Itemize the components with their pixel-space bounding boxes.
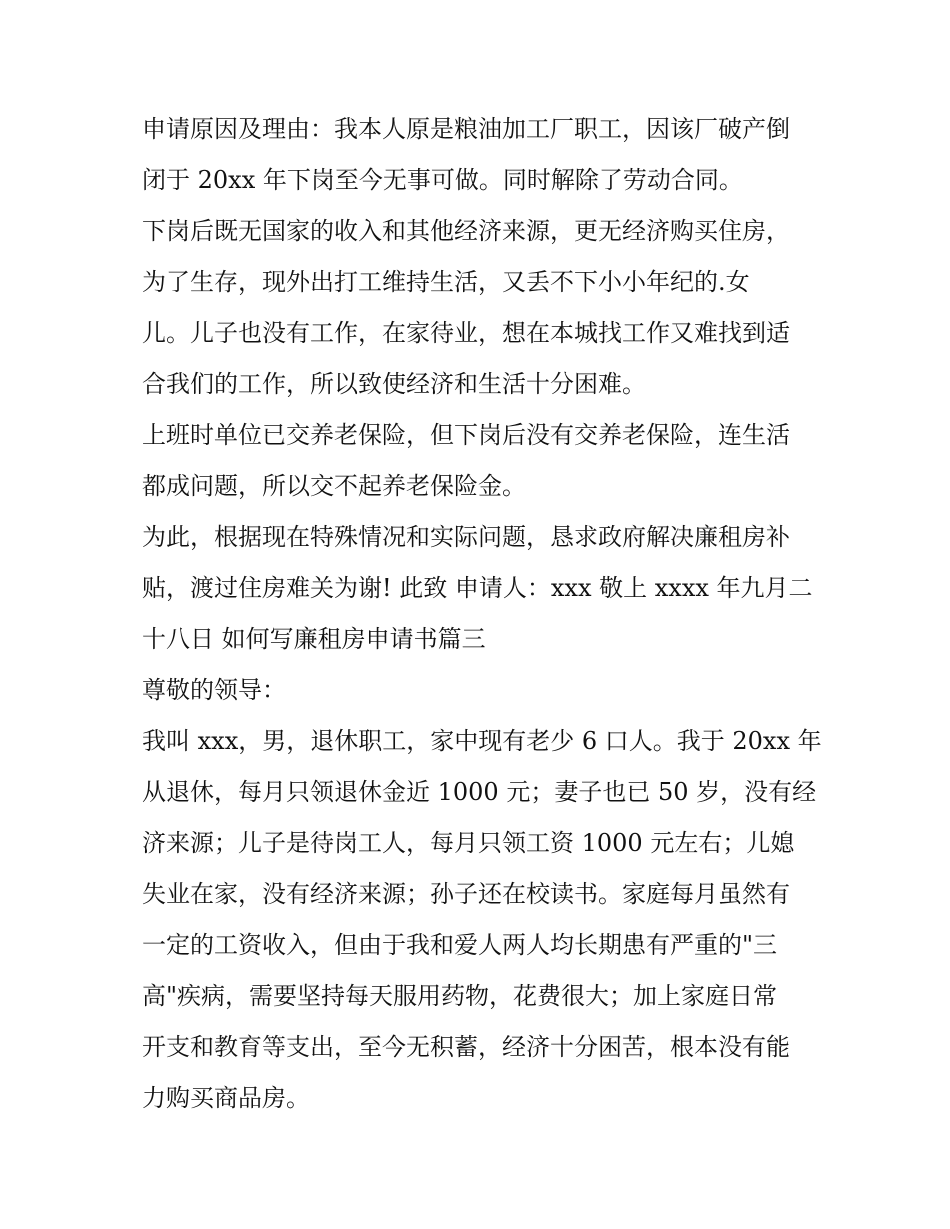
text-line: 申请原因及理由：我本人原是粮油加工厂职工，因该厂破产倒 bbox=[142, 115, 790, 143]
text-line: 上班时单位已交养老保险，但下岗后没有交养老保险，连生活 bbox=[142, 421, 790, 449]
text-line: 开支和教育等支出，至今无积蓄，经济十分困苦，根本没有能 bbox=[142, 1033, 790, 1061]
text-line: 从退休，每月只领退休金近 1000 元；妻子也已 50 岁，没有经 bbox=[142, 778, 817, 806]
text-line: 十八日 如何写廉租房申请书篇三 bbox=[142, 625, 486, 653]
text-line: 高"疾病，需要坚持每天服用药物，花费很大；加上家庭日常 bbox=[142, 982, 778, 1010]
text-line: 一定的工资收入，但由于我和爱人两人均长期患有严重的"三 bbox=[142, 931, 778, 959]
document-body bbox=[142, 104, 822, 1124]
text-line: 失业在家，没有经济来源；孙子还在校读书。家庭每月虽然有 bbox=[142, 880, 790, 908]
text-line: 济来源；儿子是待岗工人，每月只领工资 1000 元左右；儿媳 bbox=[142, 829, 795, 857]
text-line: 为了生存，现外出打工维持生活，又丢不下小小年纪的.女 bbox=[142, 268, 750, 296]
text-line: 尊敬的领导： bbox=[142, 676, 286, 704]
text-line: 合我们的工作，所以致使经济和生活十分困难。 bbox=[142, 370, 646, 398]
text-line: 贴，渡过住房难关为谢! 此致 申请人：xxx 敬上 xxxx 年九月二 bbox=[142, 574, 813, 602]
text-line: 都成问题，所以交不起养老保险金。 bbox=[142, 472, 526, 500]
text-line: 儿。儿子也没有工作，在家待业，想在本城找工作又难找到适 bbox=[142, 319, 790, 347]
text-line: 闭于 20xx 年下岗至今无事可做。同时解除了劳动合同。 bbox=[142, 166, 743, 194]
text-line: 为此，根据现在特殊情况和实际问题，恳求政府解决廉租房补 bbox=[142, 523, 790, 551]
text-line: 下岗后既无国家的收入和其他经济来源，更无经济购买住房， bbox=[142, 217, 790, 245]
text-line: 力购买商品房。 bbox=[142, 1084, 310, 1112]
text-line: 我叫 xxx，男，退休职工，家中现有老少 6 口人。我于 20xx 年 bbox=[142, 727, 822, 755]
